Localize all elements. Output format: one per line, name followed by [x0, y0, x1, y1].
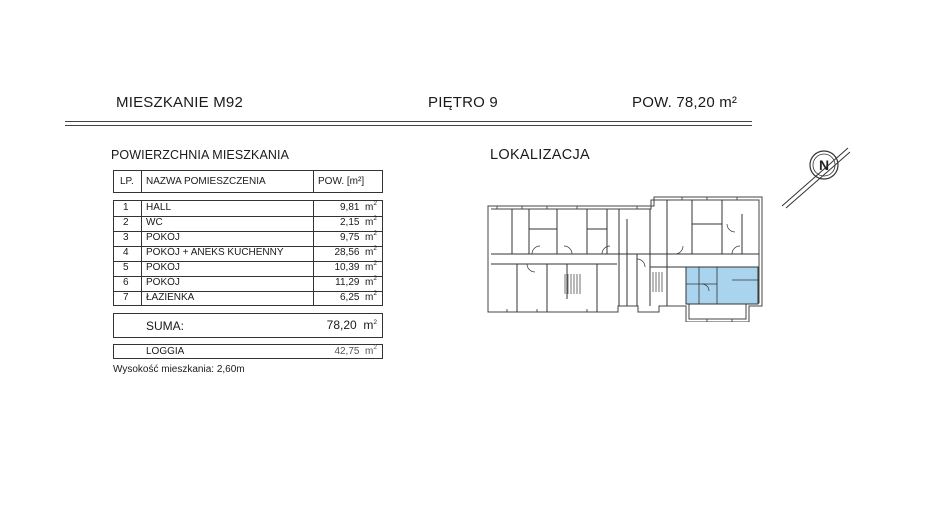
- room-area: 28,56 $m^2$: [334, 245, 377, 258]
- loggia-label: LOGGIA: [146, 346, 185, 357]
- column-lp: LP.: [120, 176, 134, 187]
- room-lp: 1: [123, 202, 129, 213]
- sum-label: SUMA:: [146, 319, 185, 333]
- room-lp: 7: [123, 292, 129, 303]
- room-name: POKÓJ: [146, 277, 180, 288]
- north-arrow-icon: [778, 140, 862, 212]
- sum-row: [113, 313, 383, 338]
- loggia-row: [113, 344, 383, 359]
- room-area: 9,75 $m^2$: [340, 230, 377, 243]
- room-name: POKÓJ + ANEKS KUCHENNY: [146, 247, 284, 258]
- room-name: WC: [146, 217, 163, 228]
- table-header: [113, 170, 383, 193]
- room-lp: 5: [123, 262, 129, 273]
- header-divider-bottom: [65, 125, 752, 126]
- floor-label: PIĘTRO 9: [428, 94, 498, 111]
- rooms-table: [113, 200, 383, 306]
- area-section-title: POWIERZCHNIA MIESZKANIA: [111, 148, 290, 162]
- room-area: 6,25 $m^2$: [340, 290, 377, 303]
- room-lp: 6: [123, 277, 129, 288]
- room-area: 11,29 $m^2$: [335, 275, 377, 288]
- apartment-highlight: [686, 267, 758, 304]
- area-label: POW. 78,20 m²: [632, 94, 738, 111]
- sum-value: 78,20 $m^2$: [326, 318, 377, 332]
- compass-letter: N: [819, 157, 830, 173]
- loggia-value: 42,75 $m^2$: [334, 344, 377, 357]
- room-name: HALL: [146, 202, 172, 213]
- height-note: Wysokość mieszkania: 2,60m: [113, 364, 245, 375]
- column-name: NAZWA POMIESZCZENIA: [146, 176, 266, 187]
- apartment-title: MIESZKANIE M92: [116, 94, 243, 111]
- room-area: 10,39 $m^2$: [334, 260, 377, 273]
- room-lp: 3: [123, 232, 129, 243]
- room-lp: 2: [123, 217, 129, 228]
- room-area: 9,81 $m^2$: [340, 200, 377, 213]
- room-area: 2,15 $m^2$: [340, 215, 377, 228]
- room-name: POKÓJ: [146, 262, 180, 273]
- location-title: LOKALIZACJA: [490, 147, 590, 163]
- room-name: ŁAZIENKA: [146, 292, 195, 303]
- header-divider-top: [65, 121, 752, 122]
- column-area: POW. [m²]: [318, 176, 365, 187]
- floor-plan-map: [487, 194, 769, 322]
- room-name: POKÓJ: [146, 232, 180, 243]
- room-lp: 4: [123, 247, 129, 258]
